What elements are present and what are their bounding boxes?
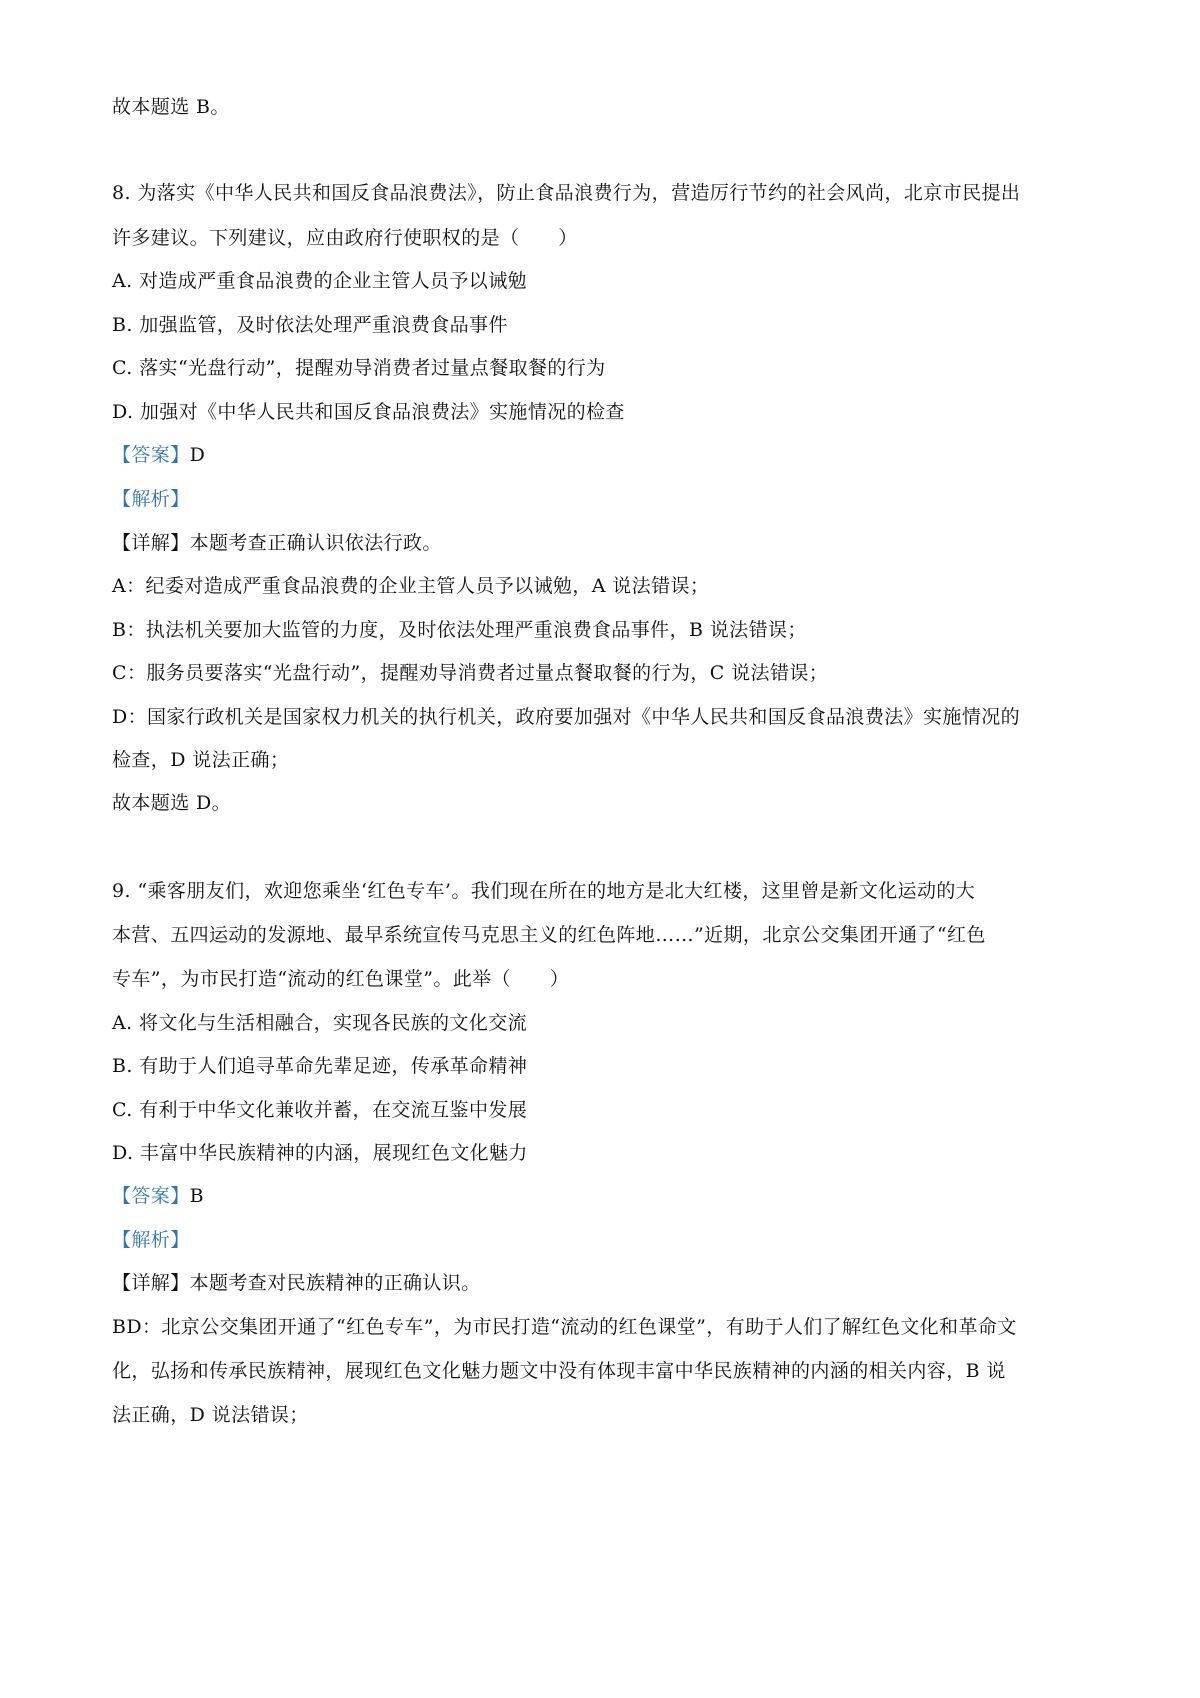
- q8-stem-line-2: 许多建议。下列建议，应由政府行使职权的是（ ）: [112, 227, 578, 249]
- q8-detail: 【详解】本题考查正确认识依法行政。: [112, 532, 442, 554]
- q9-option-b: B. 有助于人们追寻革命先辈足迹，传承革命精神: [112, 1055, 528, 1077]
- q8-option-b: B. 加强监管，及时依法处理严重浪费食品事件: [112, 314, 508, 336]
- q8-explanation-d-line-1: D：国家行政机关是国家权力机关的执行机关，政府要加强对《中华人民共和国反食品浪费法》实施情况的: [112, 706, 1021, 728]
- q9-option-d: D. 丰富中华民族精神的内涵，展现红色文化魅力: [112, 1142, 528, 1164]
- q9-explanation-bd-line-2: 化，弘扬和传承民族精神，展现红色文化魅力题文中没有体现丰富中华民族精神的内涵的相关内容，B 说: [112, 1360, 1006, 1382]
- q8-answer-value: D: [189, 444, 206, 466]
- q8-analysis-label: 【解析】: [112, 488, 190, 510]
- q8-conclusion: 故本题选 D。: [112, 792, 232, 814]
- q9-answer-value: B: [189, 1185, 204, 1207]
- q8-explanation-c: C：服务员要落实“光盘行动”，提醒劝导消费者过量点餐取餐的行为，C 说法错误；: [112, 662, 829, 684]
- q9-answer-label: 【答案】: [112, 1185, 190, 1207]
- q9-stem-line-1: 9. “乘客朋友们，欢迎您乘坐‘红色专车’。我们现在所在的地方是北大红楼，这里曾是新文化运动的大: [112, 880, 976, 902]
- q9-stem-line-2: 本营、五四运动的发源地、最早系统宣传马克思主义的红色阵地……”近期，北京公交集团开通了“红色: [112, 924, 986, 946]
- q8-explanation-a: A：纪委对造成严重食品浪费的企业主管人员予以诫勉，A 说法错误；: [112, 575, 710, 597]
- q8-stem-line-1: 8. 为落实《中华人民共和国反食品浪费法》，防止食品浪费行为，营造厉行节约的社会风尚，北京市民提出: [112, 182, 1021, 204]
- q9-answer: [112, 1183, 1102, 1209]
- q9-option-c: C. 有利于中华文化兼收并蓄，在交流互鉴中发展: [112, 1099, 528, 1121]
- q8-answer-label: 【答案】: [112, 444, 190, 466]
- q9-detail: 【详解】本题考查对民族精神的正确认识。: [112, 1272, 481, 1294]
- q9-option-a: A. 将文化与生活相融合，实现各民族的文化交流: [112, 1012, 528, 1034]
- q9-stem-line-3: 专车”，为市民打造“流动的红色课堂”。此举（ ）: [112, 968, 570, 990]
- q8-option-d: D. 加强对《中华人民共和国反食品浪费法》实施情况的检查: [112, 401, 625, 423]
- q9-explanation-bd-line-3: 法正确，D 说法错误；: [112, 1404, 309, 1426]
- previous-conclusion: 故本题选 B。: [112, 96, 230, 118]
- q8-option-a: A. 对造成严重食品浪费的企业主管人员予以诫勉: [112, 270, 528, 292]
- q8-answer: [112, 442, 1102, 468]
- q9-explanation-bd-line-1: BD：北京公交集团开通了“红色专车”，为市民打造“流动的红色课堂”，有助于人们了解红色文化和革命文: [112, 1316, 1017, 1338]
- q8-explanation-b: B：执法机关要加大监管的力度，及时依法处理严重浪费食品事件，B 说法错误；: [112, 619, 807, 641]
- q9-analysis-label: 【解析】: [112, 1229, 190, 1251]
- q8-explanation-d-line-2: 检查，D 说法正确；: [112, 749, 290, 771]
- q8-option-c: C. 落实“光盘行动”，提醒劝导消费者过量点餐取餐的行为: [112, 357, 606, 379]
